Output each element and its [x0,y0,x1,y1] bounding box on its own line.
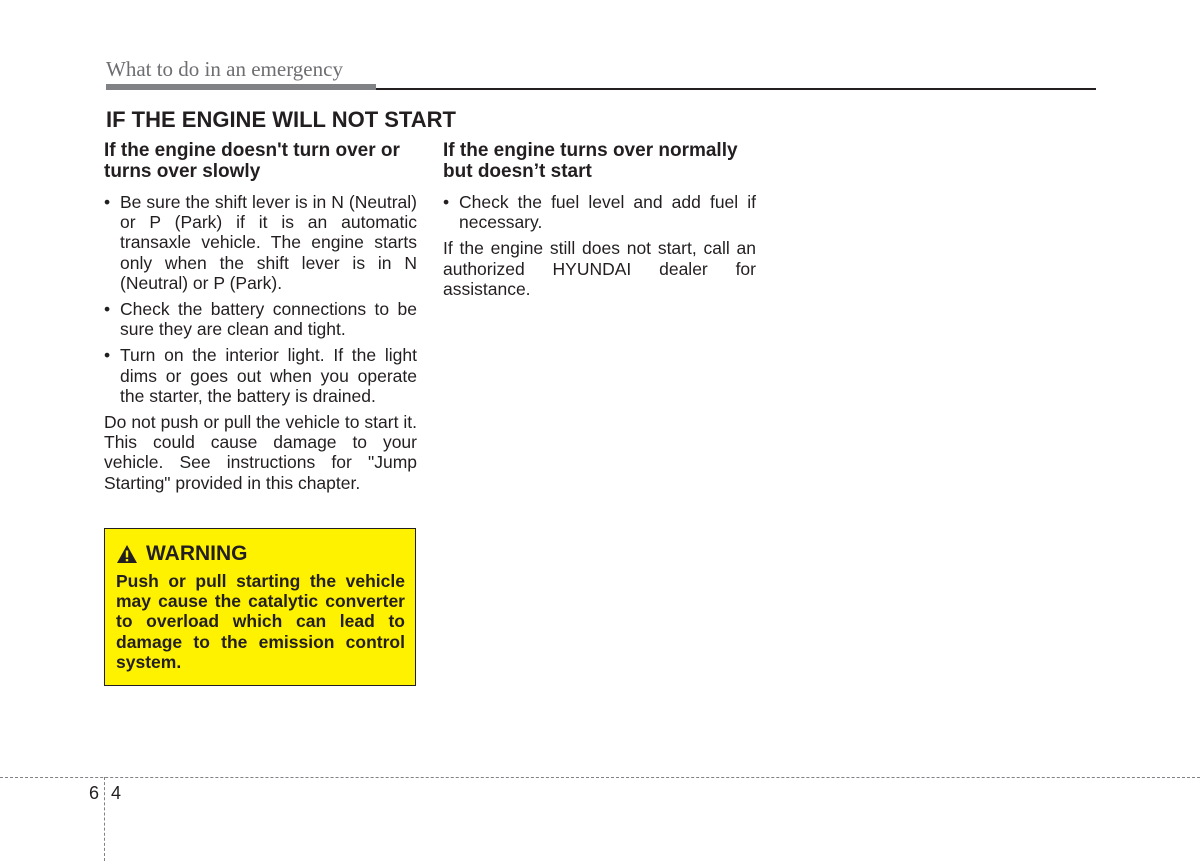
list-item [443,192,756,232]
warning-title: WARNING [146,542,248,565]
warning-title-row [116,541,405,567]
list-item [104,299,417,339]
header-rule-thick [106,84,376,90]
bullet-text: Check the battery connections to be sure they are clean and tight. [120,299,417,340]
footer-divider [0,777,1200,778]
warning-box [104,528,416,686]
bullet-icon: • [104,299,111,320]
left-body [104,192,417,493]
page-number: 4 [111,783,122,803]
chapter-number: 6 [89,783,100,803]
footer-vertical-divider [104,777,105,861]
left-bullet-list [104,192,417,406]
right-subheading: If the engine turns over normally but doesn’t start [443,140,738,182]
bullet-text: Be sure the shift lever is in N (Neutral) or P (Park) if it is an automatic transaxle vehicle. The engine starts only when the shift lever is in N (Neutral) or P (Park). [120,192,417,293]
right-bullet-list [443,192,756,232]
bullet-text: Check the fuel level and add fuel if necessary. [459,192,756,233]
bullet-text: Turn on the interior light. If the light dims or goes out when you operate the starter, the battery is drained. [120,345,417,406]
bullet-icon: • [104,192,111,212]
right-column [443,140,756,299]
main-heading: IF THE ENGINE WILL NOT START [106,107,456,132]
header-rule-thin [376,88,1096,90]
bullet-icon: • [443,192,450,212]
warning-triangle-icon [116,544,138,564]
warning-text: Push or pull starting the vehicle may cause the catalytic converter to overload which can lead to damage to the emission control system. [116,571,405,672]
list-item [104,345,417,406]
bullet-icon: • [104,345,111,366]
section-title: What to do in an emergency [106,57,343,81]
list-item [104,192,417,293]
left-paragraph: Do not push or pull the vehicle to start it. This could cause damage to your vehicle. See instructions for "Jump Starting" provided in this chapter. [104,412,417,493]
right-body [443,192,756,299]
right-paragraph: If the engine still does not start, call an authorized HYUNDAI dealer for assistance. [443,238,756,299]
left-column [104,140,417,493]
left-subheading: If the engine doesn't turn over or turns over slowly [104,140,400,182]
